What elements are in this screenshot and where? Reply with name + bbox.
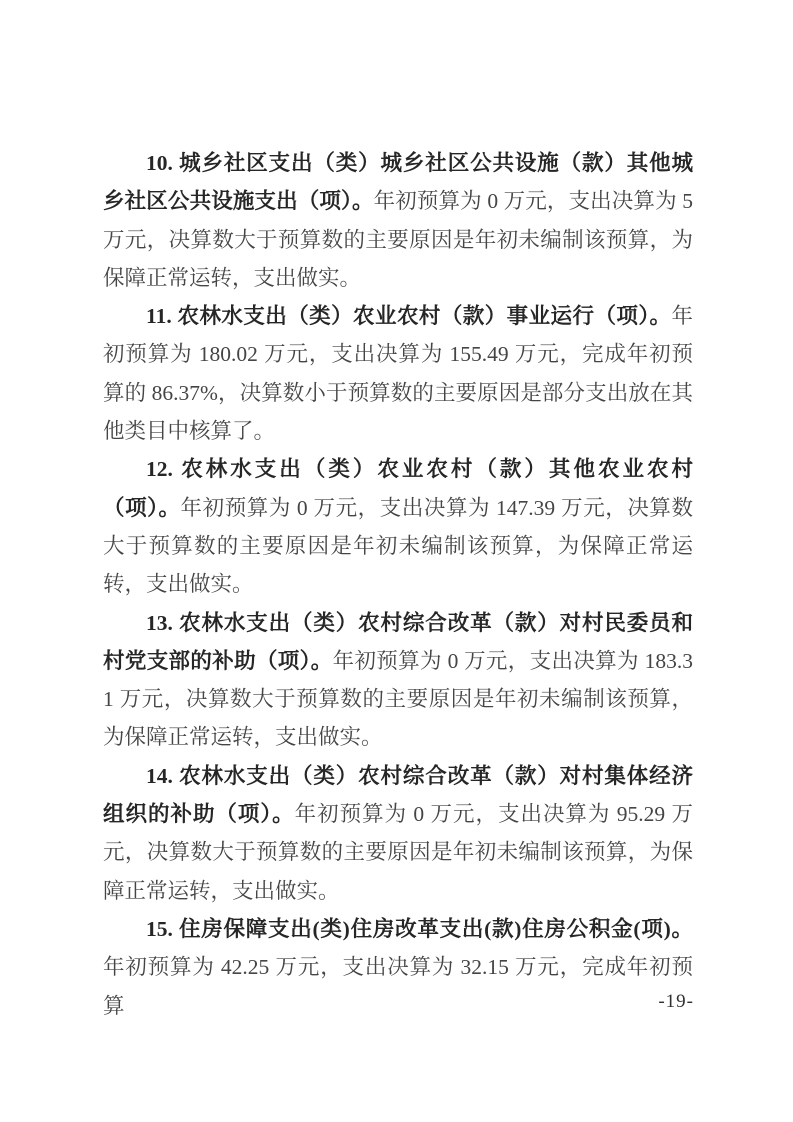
paragraph-item-15 <box>103 910 693 1025</box>
paragraph-item-14 <box>103 757 693 910</box>
paragraph-heading: 12. 农林水支出（类）农业农村（款）其他农业农村（项）。 <box>103 457 693 520</box>
paragraph-item-12 <box>103 450 693 603</box>
paragraph-heading: 13. 农林水支出（类）农村综合改革（款）对村民委员和村党支部的补助（项）。 <box>103 610 693 673</box>
paragraph-item-11 <box>103 297 693 450</box>
paragraph-item-10 <box>103 144 693 297</box>
text-content <box>103 144 693 1025</box>
paragraph-body: 年初预算为 42.25 万元，支出决算为 32.15 万元，完成年初预算 <box>103 955 693 1018</box>
page-number: -19- <box>658 991 694 1012</box>
paragraph-heading: 11. 农林水支出（类）农业农村（款）事业运行（项）。 <box>146 304 672 329</box>
paragraph-body: 年初预算为 0 万元，支出决算为 183.31 万元，决算数大于预算数的主要原因是年初未编制该预算，为保障正常运转，支出做实。 <box>103 648 693 750</box>
paragraph-heading: 14. 农林水支出（类）农村综合改革（款）对村集体经济组织的补助（项）。 <box>103 763 693 827</box>
paragraph-heading: 15. 住房保障支出(类)住房改革支出(款)住房公积金(项)。 <box>146 916 693 941</box>
paragraph-item-13 <box>103 604 693 757</box>
paragraph-body: 年初预算为 180.02 万元，支出决算为 155.49 万元，完成年初预算的 86.37%，决算数小于预算数的主要原因是部分支出放在其他类目中核算了。 <box>103 304 693 444</box>
paragraph-body: 年初预算为 0 万元，支出决算为 5 万元，决算数大于预算数的主要原因是年初未编制该预算，为保障正常运转，支出做实。 <box>103 189 693 290</box>
paragraph-body: 年初预算为 0 万元，支出决算为 95.29 万元，决算数大于预算数的主要原因是年初未编制该预算，为保障正常运转，支出做实。 <box>103 802 693 903</box>
paragraph-body: 年初预算为 0 万元，支出决算为 147.39 万元，决算数大于预算数的主要原因是年初未编制该预算，为保障正常运转，支出做实。 <box>103 495 693 597</box>
paragraph-heading: 10. 城乡社区支出（类）城乡社区公共设施（款）其他城乡社区公共设施支出（项）。 <box>103 151 693 214</box>
